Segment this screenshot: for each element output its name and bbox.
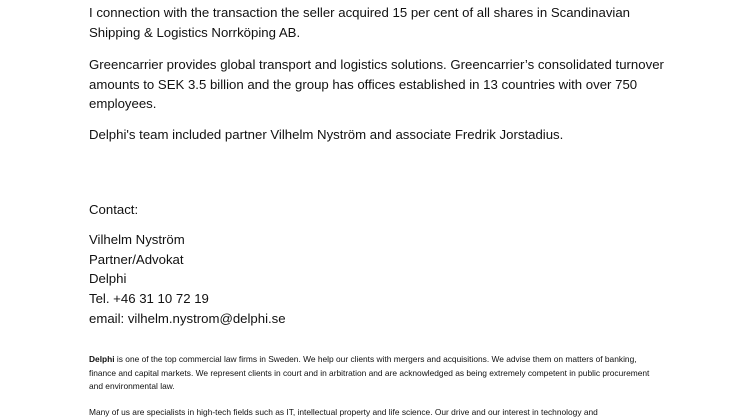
contact-firm: Delphi — [89, 271, 127, 287]
contact-phone: Tel. +46 31 10 72 19 — [89, 291, 209, 307]
contact-title: Partner/Advokat — [89, 251, 184, 267]
paragraph-greencarrier: Greencarrier provides global transport and logistics solutions. Greencarrier’s consolidated turnover amounts to SEK 3.5 billion and the group has offices established in 13 countries with over 750 employees. — [89, 57, 664, 112]
paragraph-team: Delphi's team included partner Vilhelm Nyström and associate Fredrik Jorstadius. — [89, 127, 564, 142]
paragraph-transaction: I connection with the transaction the seller acquired 15 per cent of all shares in Scandinavian Shipping & Logistics Norrköping AB. — [89, 5, 631, 40]
footer-about-text: is one of the top commercial law firms in Sweden. We help our clients with mergers and acquisitions. We advise them on matters of banking, finance and capital markets. We represent clients in court and in arbitration and are acknowledged as being extremely competent in public procurement and environmental law. — [89, 354, 650, 391]
footer-brand: Delphi — [89, 354, 115, 364]
contact-email: email: vilhelm.nystrom@delphi.se — [89, 310, 286, 326]
footer-about — [89, 353, 664, 394]
footer-specialists: Many of us are specialists in high-tech fields such as IT, intellectual property and life science. Our drive and our interest in technology and — [89, 407, 598, 417]
contact-label: Contact: — [89, 202, 139, 217]
contact-details — [89, 230, 286, 329]
contact-name: Vilhelm Nyström — [89, 232, 185, 247]
